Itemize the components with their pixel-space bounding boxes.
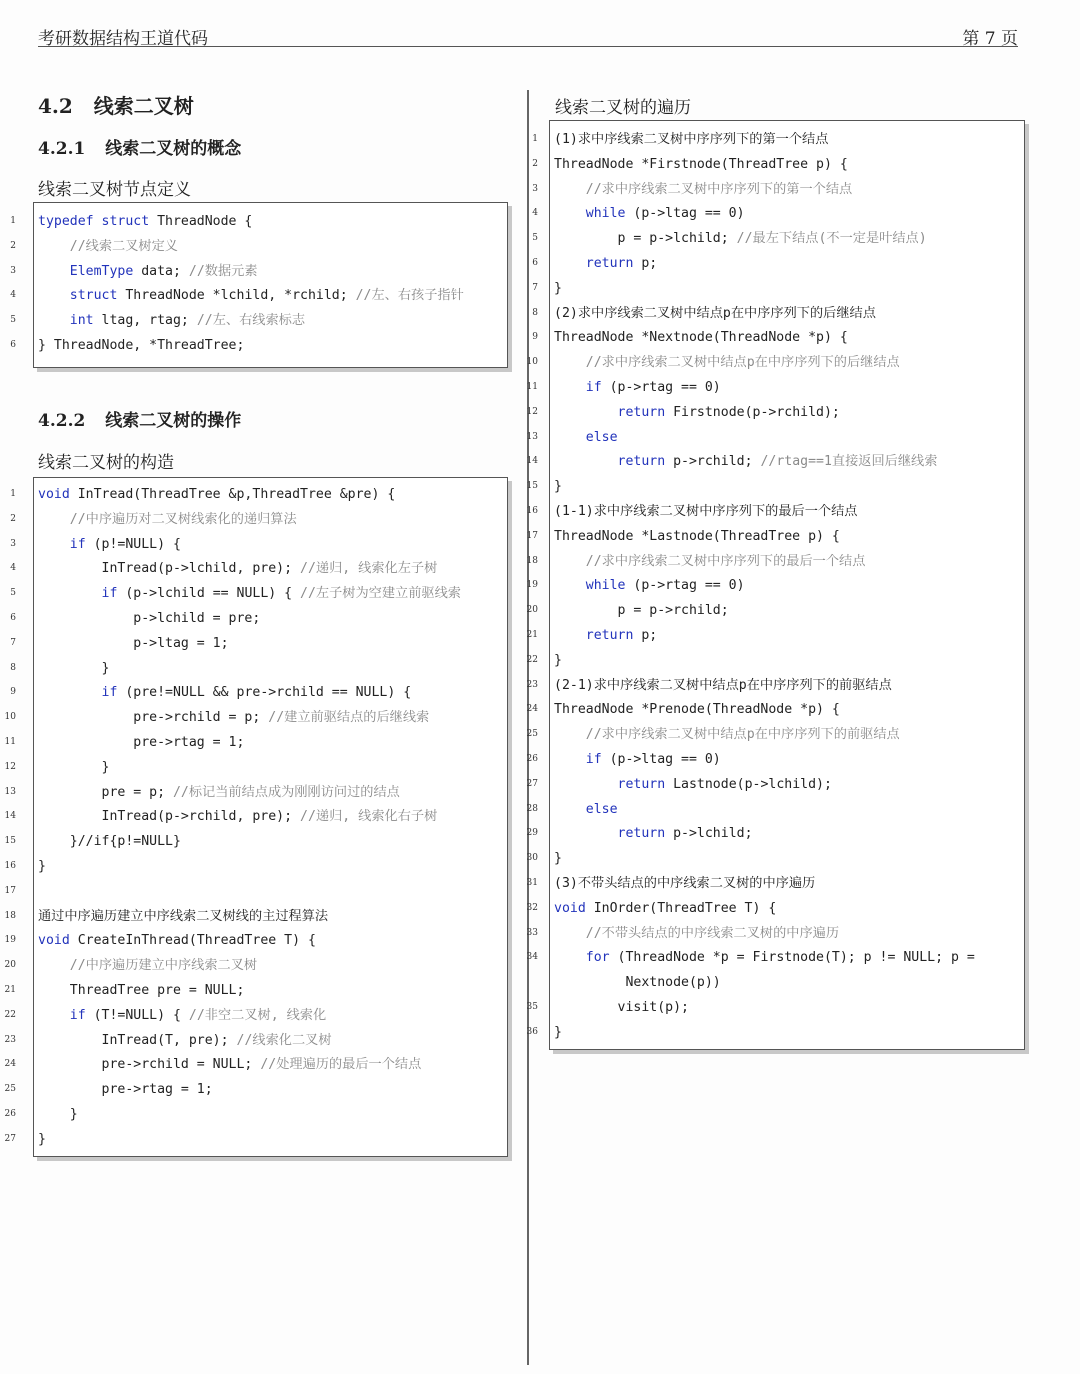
code-text: (p->lchild == NULL) { [117, 586, 301, 602]
code-keyword: return [617, 454, 666, 470]
code-text: 通过中序遍历建立中序线索二叉树线的主过程算法 [38, 908, 329, 924]
subsection-number: 4.2.2 [38, 411, 86, 431]
line-number: 19 [4, 935, 16, 946]
traversal-line [554, 723, 900, 747]
code-keyword: while [585, 206, 626, 222]
subsection-title: 线索二叉树的概念 [105, 139, 242, 159]
definition-line [38, 235, 178, 259]
code-text: (3)不带头结点的中序线索二叉树的中序遍历 [554, 876, 816, 891]
code-text: InTread(p->rchild, pre); [38, 809, 301, 825]
traversal-line [554, 822, 753, 846]
code-keyword: ElemType [69, 263, 134, 279]
traversal-line [554, 128, 828, 152]
traversal-line [554, 376, 721, 400]
construction-line [38, 681, 411, 705]
code-text [554, 826, 618, 841]
line-number: 6 [10, 340, 16, 350]
traversal-line [554, 599, 729, 623]
traversal-line [554, 326, 848, 350]
traversal-line [554, 922, 839, 946]
code-text [554, 727, 586, 742]
traversal-line [554, 748, 721, 772]
code-text: (p->ltag == 0) [625, 206, 745, 222]
code-keyword: while [585, 578, 626, 594]
line-number: 10 [4, 712, 16, 723]
code-text: ThreadNode { [149, 214, 253, 229]
code-comment: //数据元素 [188, 263, 258, 279]
code-keyword: if [585, 380, 602, 395]
code-text: ThreadNode *Firstnode(ThreadTree p) { [554, 156, 848, 172]
construction-line [38, 1053, 421, 1077]
code-text [554, 628, 586, 643]
code-comment: //左、右线索标志 [196, 313, 306, 329]
code-text: (p->ltag == 0) [601, 752, 721, 767]
code-text: ThreadNode *Nextnode(ThreadNode *p) { [554, 330, 848, 346]
code-comment: //求中序线索二叉树中序序列下的第一个结点 [585, 181, 853, 197]
code-text: ThreadNode *Prenode(ThreadNode *p) { [554, 702, 840, 718]
line-number: 28 [526, 803, 538, 814]
code-comment: //递归, 线索化左子树 [300, 561, 438, 577]
code-text: } [554, 652, 562, 668]
line-number: 32 [526, 902, 538, 913]
construction-line [38, 1103, 78, 1127]
section-title: 线索二叉树 [93, 94, 194, 118]
line-number: 25 [526, 729, 538, 740]
line-number: 24 [526, 704, 538, 715]
traversal-line [554, 996, 689, 1020]
code-text [554, 554, 586, 569]
line-number: 3 [10, 265, 16, 276]
code-text [554, 355, 586, 370]
construction-line [38, 805, 437, 829]
construction-line [38, 756, 109, 780]
subsection-title: 线索二叉树的操作 [105, 411, 242, 431]
code-comment: //左子树为空建立前驱线索 [300, 586, 461, 602]
construction-line [38, 830, 181, 854]
code-keyword: return [585, 256, 634, 271]
construction-line [38, 855, 46, 879]
line-number: 11 [4, 737, 16, 747]
code-keyword: if [69, 1007, 86, 1023]
line-number: 29 [526, 828, 538, 839]
line-number: 15 [526, 481, 538, 492]
line-number: 26 [526, 754, 538, 764]
traversal-line [554, 971, 721, 995]
line-number: 21 [526, 630, 538, 640]
construction-line [38, 557, 437, 581]
code-text: Firstnode(p->rchild); [665, 404, 840, 420]
line-number: 1 [10, 489, 16, 499]
line-number: 18 [526, 555, 538, 566]
code-text: } [554, 851, 562, 867]
line-number: 23 [526, 679, 538, 690]
line-number: 26 [4, 1109, 16, 1119]
code-comment: //不带头结点的中序线索二叉树的中序遍历 [585, 925, 840, 941]
line-number: 14 [4, 811, 16, 822]
code-box-construction [33, 477, 508, 1157]
code-text: } ThreadNode, *ThreadTree; [38, 338, 245, 353]
construction-line [38, 632, 229, 656]
page-number: 第 7 页 [962, 29, 1018, 49]
traverse-caption: 线索二叉树的遍历 [555, 98, 691, 118]
code-text: (p!=NULL) { [85, 536, 181, 552]
line-number: 27 [526, 778, 538, 789]
line-number: 12 [4, 761, 16, 772]
code-comment: //中序遍历对二叉树线索化的递归算法 [69, 511, 297, 527]
code-keyword: return [617, 404, 666, 420]
code-comment: //建立前驱结点的后继线索 [268, 710, 430, 726]
code-comment: //求中序线索二叉树中序序列下的最后一个结点 [585, 553, 866, 569]
line-number: 15 [4, 836, 16, 847]
code-text: p; [633, 256, 658, 271]
code-text: Lastnode(p->lchild); [665, 776, 832, 792]
code-keyword: for [585, 950, 610, 966]
traversal-line [554, 649, 562, 673]
code-keyword: typedef struct [38, 214, 150, 229]
code-text: pre = p; [38, 784, 173, 800]
traversal-line [554, 252, 657, 276]
code-text: (p->rtag == 0) [601, 380, 721, 395]
code-text: } [554, 479, 562, 495]
code-text [554, 802, 586, 817]
code-text: visit(p); [554, 1000, 689, 1015]
code-keyword: return [617, 776, 666, 792]
line-number: 7 [532, 282, 538, 293]
code-keyword: if [585, 752, 602, 767]
definition-line [38, 334, 244, 358]
code-comment: //处理遍历的最后一个结点 [260, 1057, 422, 1073]
traversal-line [554, 946, 975, 970]
code-text: (1)求中序线索二叉树中序序列下的第一个结点 [554, 132, 829, 147]
traversal-line [554, 227, 927, 251]
line-number: 5 [532, 233, 538, 244]
construction-line [38, 781, 400, 805]
code-text: data; [133, 263, 189, 279]
code-keyword: return [617, 826, 666, 842]
line-number: 2 [532, 158, 538, 169]
line-number: 7 [10, 637, 16, 648]
construction-line [38, 1128, 46, 1152]
line-number: 8 [10, 662, 16, 673]
line-number: 12 [526, 406, 538, 417]
traversal-line [554, 624, 657, 648]
code-text: } [38, 859, 46, 874]
code-text: p = p->lchild; [554, 231, 737, 247]
line-number: 2 [10, 240, 16, 251]
subsection-heading-4-2-2 [38, 406, 241, 431]
code-text [554, 256, 586, 271]
traversal-line [554, 302, 876, 326]
construction-line [38, 731, 244, 755]
code-text: p->ltag = 1; [38, 635, 229, 651]
definition-line [38, 210, 252, 234]
traversal-line [554, 1021, 562, 1045]
header-title: 考研数据结构王道代码 [38, 29, 208, 49]
line-number: 5 [10, 588, 16, 599]
code-text [38, 586, 102, 601]
line-number: 1 [10, 216, 16, 226]
line-number: 2 [10, 513, 16, 524]
code-text: (T!=NULL) { [85, 1007, 189, 1023]
line-number: 6 [532, 258, 538, 268]
line-number: 14 [526, 456, 538, 467]
line-number: 5 [10, 315, 16, 326]
code-comment: //求中序线索二叉树中结点p在中序序列下的前驱结点 [585, 727, 900, 743]
code-text [38, 537, 70, 552]
traversal-line [554, 674, 892, 698]
code-text: pre->rtag = 1; [38, 1082, 213, 1098]
code-text: }//if{p!=NULL} [38, 834, 181, 850]
traversal-line [554, 202, 745, 226]
construction-line [38, 607, 260, 631]
traversal-line [554, 798, 618, 822]
line-number: 27 [4, 1133, 16, 1144]
code-text: p->lchild; [665, 826, 753, 842]
line-number: 4 [10, 563, 16, 574]
code-comment: //中序遍历建立中序线索二叉树 [69, 958, 258, 974]
code-keyword: else [585, 801, 618, 817]
traversal-line [554, 500, 857, 524]
code-text: } [38, 1131, 46, 1147]
line-number: 35 [526, 1002, 538, 1012]
traversal-line [554, 178, 852, 202]
construction-line [38, 657, 109, 681]
code-keyword: else [585, 429, 618, 445]
line-number [516, 970, 538, 994]
code-text: } [38, 759, 110, 775]
line-number: 22 [526, 654, 538, 665]
code-comment: //rtag==1直接返回后继线索 [760, 454, 938, 470]
code-comment: //左、右孩子指针 [355, 288, 464, 304]
traversal-line [554, 897, 776, 921]
code-text: p->lchild = pre; [38, 611, 261, 626]
definition-line [38, 284, 464, 308]
subsection-heading-4-2-1 [38, 134, 241, 159]
code-comment: //线索化二叉树 [236, 1032, 332, 1048]
code-text: p->rchild; [665, 454, 761, 470]
traversal-line [554, 277, 562, 301]
construction-line [38, 905, 328, 929]
code-text [554, 206, 586, 221]
section-heading-4-2 [38, 90, 194, 119]
traversal-line [554, 872, 815, 896]
code-text: InTread(p->lchild, pre); [38, 561, 301, 577]
code-text: (1-1)求中序线索二叉树中序序列下的最后一个结点 [554, 504, 858, 519]
code-keyword: void [38, 487, 70, 502]
line-number: 8 [532, 307, 538, 318]
code-text: } [554, 280, 562, 296]
code-text [554, 380, 586, 395]
line-number: 3 [10, 538, 16, 549]
code-text: pre->rchild = NULL; [38, 1057, 261, 1073]
code-text [554, 752, 586, 767]
construction-line [38, 508, 297, 532]
code-text: ThreadTree pre = NULL; [38, 983, 245, 998]
code-comment: //最左下结点(不一定是叶结点) [736, 231, 927, 247]
code-text [554, 926, 586, 941]
line-number: 18 [4, 910, 16, 921]
code-comment: //求中序线索二叉树中结点p在中序序列下的后继结点 [585, 355, 900, 371]
construction-line [38, 929, 316, 953]
code-text: (ThreadNode *p = Firstnode(T); p != NULL; p = [609, 950, 975, 966]
code-keyword: if [69, 536, 86, 552]
code-text [554, 182, 586, 197]
build-caption: 线索二叉树的构造 [38, 453, 174, 473]
code-keyword: return [585, 628, 634, 643]
code-text: } [38, 1107, 78, 1122]
def-caption: 线索二叉树节点定义 [38, 180, 191, 200]
traversal-line [554, 401, 840, 425]
line-number: 3 [532, 183, 538, 194]
construction-line [38, 533, 181, 557]
code-text [38, 313, 70, 328]
line-number: 36 [526, 1026, 538, 1037]
code-text: (2-1)求中序线索二叉树中结点p在中序序列下的前驱结点 [554, 677, 892, 693]
code-text: (p->rtag == 0) [625, 578, 745, 594]
code-text: (pre!=NULL && pre->rchild == NULL) { [117, 685, 412, 701]
code-box-traversal [549, 120, 1025, 1050]
traversal-line [554, 773, 832, 797]
line-number: 9 [532, 332, 538, 343]
line-number: 30 [526, 853, 538, 864]
line-number: 17 [4, 885, 16, 896]
code-text: InOrder(ThreadTree T) { [585, 900, 777, 916]
code-comment: //标记当前结点成为刚刚访问过的结点 [172, 784, 400, 800]
code-text: InTread(T, pre); [38, 1032, 237, 1048]
construction-line [38, 706, 429, 730]
construction-line [38, 1078, 213, 1102]
line-number: 1 [532, 134, 538, 144]
line-number: 4 [10, 290, 16, 301]
traversal-line [554, 698, 840, 722]
code-keyword: struct [69, 288, 118, 304]
line-number: 19 [526, 580, 538, 591]
line-number: 13 [526, 431, 538, 442]
line-number: 17 [526, 530, 538, 541]
line-number: 22 [4, 1009, 16, 1020]
code-text [38, 958, 70, 973]
code-text: ThreadNode *lchild, *rchild; [117, 288, 356, 304]
code-keyword: if [101, 586, 118, 602]
construction-line [38, 954, 257, 978]
code-text: ThreadNode *Lastnode(ThreadTree p) { [554, 528, 840, 544]
code-text [38, 288, 70, 303]
code-text [554, 578, 586, 593]
code-text: pre->rchild = p; [38, 710, 269, 726]
line-number: 4 [532, 208, 538, 219]
definition-line [38, 260, 258, 284]
code-text [38, 1008, 70, 1023]
line-number: 20 [4, 960, 16, 971]
code-text: CreateInThread(ThreadTree T) { [69, 933, 316, 949]
line-number: 20 [526, 605, 538, 616]
code-comment: //递归, 线索化右子树 [300, 809, 438, 825]
traversal-line [554, 153, 848, 177]
traversal-line [554, 475, 562, 499]
code-text [38, 239, 70, 254]
subsection-number: 4.2.1 [38, 139, 86, 159]
line-number: 13 [4, 786, 16, 797]
construction-line [38, 483, 395, 507]
traversal-line [554, 847, 562, 871]
code-text [554, 454, 618, 469]
traversal-line [554, 450, 937, 474]
construction-line [38, 582, 461, 606]
code-text: p; [633, 628, 658, 643]
code-keyword: if [101, 685, 118, 701]
line-number: 31 [526, 878, 538, 888]
code-text: p = p->rchild; [554, 603, 729, 619]
line-number: 34 [526, 952, 538, 963]
construction-line [38, 1029, 332, 1053]
section-number: 4.2 [38, 94, 73, 118]
code-text: ltag, rtag; [93, 313, 197, 329]
line-number: 11 [526, 382, 538, 392]
line-number: 9 [10, 687, 16, 698]
code-text [38, 685, 102, 700]
line-number: 25 [4, 1084, 16, 1095]
code-text: InTread(ThreadTree &p,ThreadTree &pre) { [69, 487, 396, 502]
traversal-line [554, 426, 618, 450]
code-keyword: void [554, 900, 586, 916]
traversal-line [554, 525, 840, 549]
code-text: pre->rtag = 1; [38, 735, 245, 750]
code-text: } [38, 660, 110, 676]
line-number: 21 [4, 985, 16, 995]
code-text [38, 512, 70, 527]
code-text: Nextnode(p)) [554, 975, 721, 991]
traversal-line [554, 351, 900, 375]
code-text [554, 950, 586, 965]
line-number: 33 [526, 927, 538, 938]
code-comment: //线索二叉树定义 [69, 238, 178, 254]
line-number: 16 [526, 506, 538, 516]
construction-line [38, 1004, 326, 1028]
code-keyword: int [69, 313, 94, 329]
line-number: 16 [4, 861, 16, 871]
traversal-line [554, 574, 745, 598]
traversal-line [554, 550, 865, 574]
line-number: 10 [526, 357, 538, 368]
page-header [38, 24, 1018, 47]
code-comment: //非空二叉树, 线索化 [188, 1007, 327, 1023]
line-number: 24 [4, 1059, 16, 1070]
code-box-definition [33, 202, 508, 368]
code-text [554, 430, 586, 445]
code-text [38, 264, 70, 279]
code-text: } [554, 1024, 562, 1040]
code-text [554, 405, 618, 420]
line-number: 6 [10, 613, 16, 623]
code-text [554, 777, 618, 792]
code-text: (2)求中序线索二叉树中结点p在中序序列下的后继结点 [554, 305, 876, 321]
definition-line [38, 309, 305, 333]
line-number: 23 [4, 1034, 16, 1045]
construction-line [38, 979, 244, 1003]
code-keyword: void [38, 933, 70, 949]
